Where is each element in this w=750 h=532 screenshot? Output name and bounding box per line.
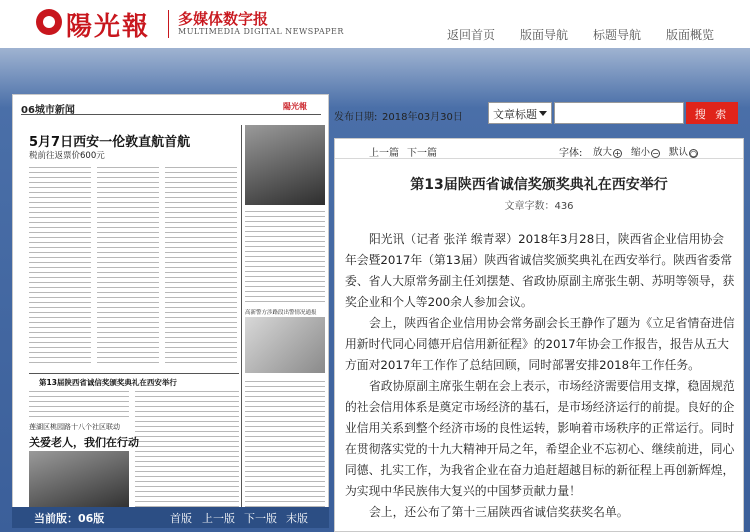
search-type-select[interactable] <box>488 102 552 124</box>
newspaper-logo-icon[interactable] <box>36 9 62 35</box>
site-header <box>0 0 750 48</box>
font-default-button[interactable] <box>669 144 698 158</box>
article-word-count: 文章字数：436 <box>504 201 574 212</box>
plus-icon: + <box>614 149 621 158</box>
font-enlarge-button[interactable] <box>593 144 622 158</box>
first-page-link[interactable]: 首版 <box>170 512 192 525</box>
search-type-value: 文章标题 <box>493 108 537 121</box>
section-rule <box>29 373 239 374</box>
publish-date-label: 发布日期: <box>334 112 378 123</box>
article-paragraph: 阳光讯（记者 张洋 缑青翠）2018年3月28日，陕西省企业信用协会年会暨2017年（第13届）陕西省诚信奖颁奖典礼在西安举行。陕西省委常委、省人大原常务副主任刘摆楚、省政协原副主席张生朝、苏明等领导，获奖企业和个人等200余人参加会议。 <box>345 232 735 309</box>
minus-icon: − <box>652 149 659 158</box>
article-panel <box>334 138 744 532</box>
article-nav-bar <box>335 139 743 159</box>
font-size-label: 字体: <box>559 148 583 159</box>
page-logo: 陽光報 <box>283 102 307 111</box>
nav-title-navigation[interactable]: 标题导航 <box>592 28 641 42</box>
nav-page-navigation[interactable]: 版面导航 <box>519 28 568 42</box>
article-text-column[interactable] <box>97 165 159 365</box>
page-photo-meeting[interactable] <box>245 317 325 373</box>
page-photo-elderly[interactable] <box>29 451 129 511</box>
newspaper-page-preview[interactable] <box>12 94 329 528</box>
article-paragraph: 会上，陕西省企业信用协会常务副会长王静作了题为《立足省情奋进信用新时代同心同德开启信用新征程》的2017年协会工作报告，报告从五大方面对2017年工作作了总结回顾，同时部署安排2018年工作任务。 <box>345 316 735 372</box>
page-subheadline: 税前往返票价600元 <box>29 151 105 161</box>
nav-home[interactable]: 返回首页 <box>446 28 495 42</box>
search-button[interactable]: 搜 索 <box>686 102 738 124</box>
page-header-bar <box>21 101 321 115</box>
font-enlarge-label: 放大 <box>593 147 613 158</box>
font-default-label: 默认 <box>669 147 689 158</box>
nav-page-overview[interactable]: 版面概览 <box>665 28 714 42</box>
page-article-title-highlight[interactable]: 第13届陕西省诚信奖颁奖典礼在西安举行 <box>39 378 177 387</box>
newspaper-logo-text[interactable]: 陽光報 <box>66 12 151 42</box>
page-headline[interactable]: 5月7日西安一伦敦直航首航 <box>29 135 191 150</box>
page-section-name: 06城市新闻 <box>21 105 75 116</box>
previous-page-link[interactable]: 上一版 <box>202 512 235 525</box>
article-text-column[interactable] <box>135 389 239 519</box>
site-subtitle-english: MULTIMEDIA DIGITAL NEWSPAPER <box>178 27 344 36</box>
article-text-column[interactable] <box>29 389 129 417</box>
article-paragraph: 会上，还公布了第十三届陕西省诚信奖获奖名单。 <box>369 505 629 519</box>
search-toolbar <box>332 94 742 134</box>
article-body <box>345 229 735 523</box>
page-story-label: 莲湖区桃园路十八个社区联动 <box>29 423 120 431</box>
page-footer-bar <box>12 507 329 528</box>
font-shrink-label: 缩小 <box>631 147 651 158</box>
site-subtitle: 多媒体数字报 <box>178 10 269 28</box>
article-text-column[interactable] <box>245 209 325 305</box>
photo-caption: 高新警方涉路段出警情况通报 <box>245 310 317 316</box>
circle-icon: ○ <box>690 149 697 158</box>
font-shrink-button[interactable] <box>631 144 660 158</box>
next-article-link[interactable]: 下一篇 <box>407 148 437 159</box>
next-page-link[interactable]: 下一版 <box>244 512 277 525</box>
page-story-headline[interactable]: 关爱老人，我们在行动 <box>29 436 139 449</box>
logo-divider <box>168 10 169 38</box>
current-page-label: 当前版：06版 <box>34 512 105 525</box>
last-page-link[interactable]: 末版 <box>286 512 308 525</box>
top-navigation <box>422 26 714 43</box>
article-text-column[interactable] <box>245 379 325 519</box>
previous-article-link[interactable]: 上一篇 <box>369 148 399 159</box>
chevron-down-icon <box>539 111 547 116</box>
column-rule <box>241 125 242 515</box>
publish-date-value: 2018年03月30日 <box>382 112 463 123</box>
article-text-column[interactable] <box>29 165 91 365</box>
article-title: 第13届陕西省诚信奖颁奖典礼在西安举行 <box>410 177 668 193</box>
article-text-column[interactable] <box>165 165 237 365</box>
page-photo-product[interactable] <box>245 125 325 205</box>
article-paragraph: 省政协原副主席张生朝在会上表示，市场经济需要信用支撑，稳固规范的社会信用体系是奠定市场经济的基石，是市场经济运行的前提。良好的企业信用关系到整个经济市场的良性运转，影响着市场秩序的正常运行。同时在贯彻落实党的十九大精神开局之年，希望企业不忘初心、继续前进，同心同德、扎实工作，为我省企业在奋力追赶超越目标的新征程上再创新辉煌，为实现中华民族伟大复兴的中国梦贡献力量！ <box>345 379 735 498</box>
search-input[interactable] <box>554 102 684 124</box>
